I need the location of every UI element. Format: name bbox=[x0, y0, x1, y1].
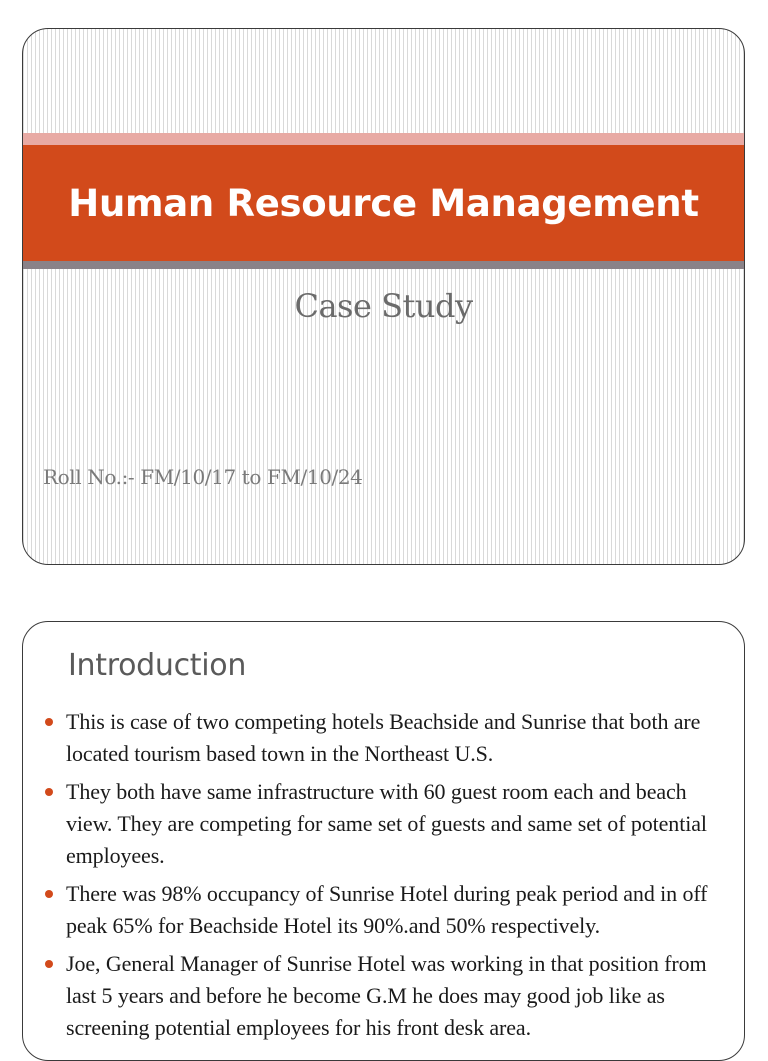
bullet-dot-icon bbox=[45, 890, 53, 898]
bullet-dot-icon bbox=[45, 718, 53, 726]
pink-accent-stripe bbox=[23, 133, 744, 145]
bullet-item bbox=[23, 776, 738, 872]
bullet-text: This is case of two competing hotels Beachside and Sunrise that both are located tourism based town in the Northeast U.S. bbox=[66, 709, 701, 766]
introduction-slide bbox=[22, 621, 745, 1061]
roll-number-text: Roll No.:- FM/10/17 to FM/10/24 bbox=[43, 465, 363, 489]
bullet-item bbox=[23, 878, 738, 942]
title-slide bbox=[22, 28, 745, 565]
title-band bbox=[23, 145, 744, 261]
bullet-dot-icon bbox=[45, 960, 53, 968]
bullet-text: Joe, General Manager of Sunrise Hotel was working in that position from last 5 years and before he become G.M he does may good job like as screening potential employees for his front desk area. bbox=[66, 951, 707, 1040]
slide-title: Human Resource Management bbox=[68, 181, 699, 225]
bullet-text: There was 98% occupancy of Sunrise Hotel during peak period and in off peak 65% for Beachside Hotel its 90%.and 50% respectively. bbox=[66, 881, 708, 938]
bullet-text: They both have same infrastructure with 60 guest room each and beach view. They are competing for same set of guests and same set of potential employees. bbox=[66, 779, 707, 868]
gray-accent-stripe bbox=[23, 261, 744, 269]
bullet-item bbox=[23, 948, 738, 1044]
slide-subtitle: Case Study bbox=[294, 287, 473, 325]
bullet-dot-icon bbox=[45, 788, 53, 796]
slide-heading: Introduction bbox=[68, 648, 247, 683]
bullet-item bbox=[23, 706, 738, 770]
bullet-list bbox=[23, 706, 738, 1050]
